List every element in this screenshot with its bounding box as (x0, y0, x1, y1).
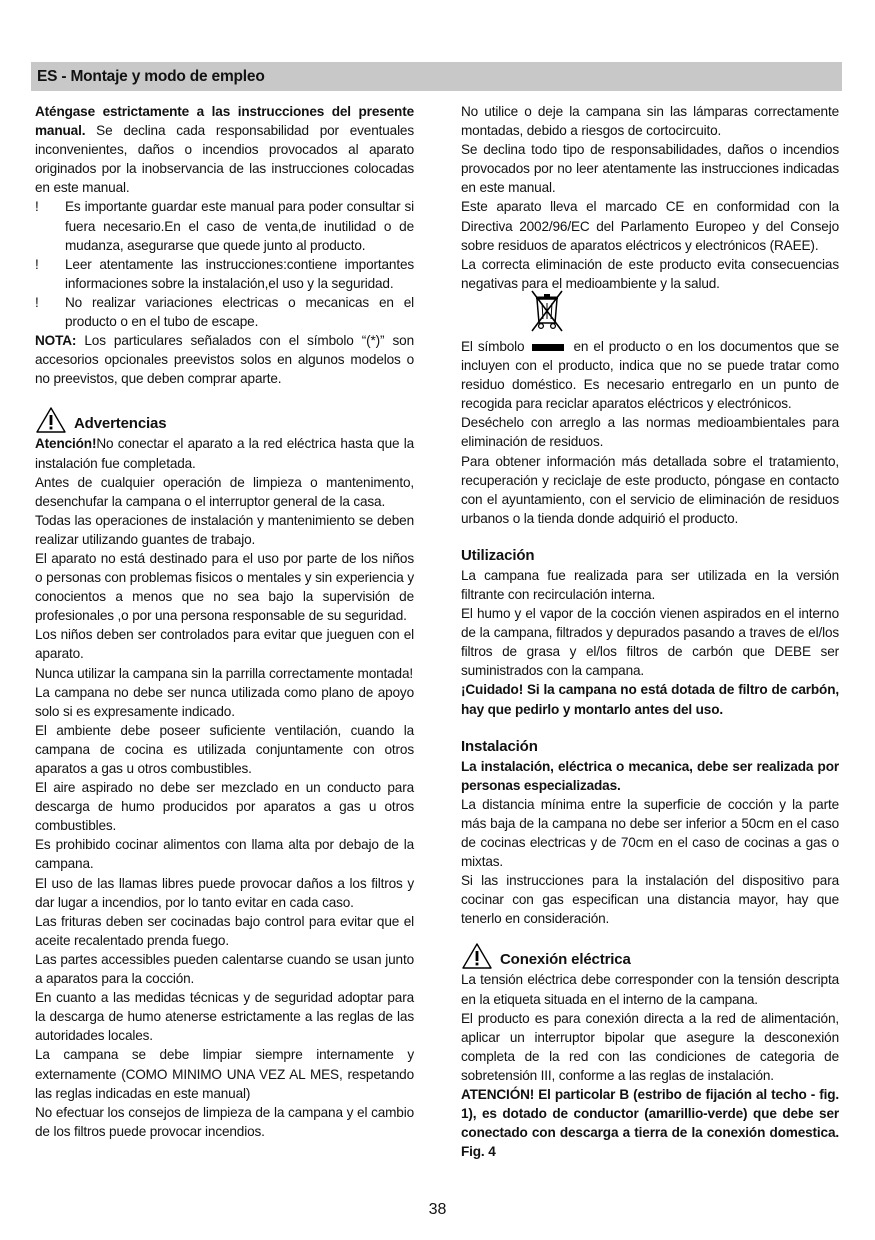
conexion-attention (461, 1085, 839, 1161)
bullet-text: Es importante guardar este manual para poder consultar si fuera necesario.En el caso de venta,de inutilidad o de mudanza, asegurarse que quede junto al producto. (65, 199, 414, 253)
list-item (35, 255, 414, 293)
utilizacion-paragraph: La campana fue realizada para ser utilizada en la versión filtrante con recirculación interna. (461, 567, 839, 602)
warning-paragraph: Las partes accessibles pueden calentarse cuando se usan junto a aparatos para la cocción. (35, 951, 414, 987)
list-item (35, 293, 414, 331)
list-item (35, 197, 414, 254)
note-label: NOTA: (35, 333, 77, 349)
utilizacion-heading: Utilización (461, 546, 535, 564)
warning-paragraph: La campana se debe limpiar siempre internamente y externamente (COMO MINIMO UNA VEZ AL MES, respetando las reglas indicadas en este manual) (35, 1047, 414, 1101)
instalacion-bold-paragraph (461, 757, 839, 795)
warning-paragraph: Es prohibido cocinar alimentos con llama alta por debajo de la campana. (35, 837, 414, 872)
intro-bold: Aténgase estrictamente a las instrucciones del presente manual. (35, 104, 414, 139)
bullet-mark: ! (35, 199, 39, 215)
warning-triangle-icon (35, 406, 67, 434)
info-paragraph: Deséchelo con arreglo a las normas medioambientales para eliminación de residuos. (461, 415, 839, 450)
instalacion-paragraph: La distancia mínima entre la superficie de cocción y la parte más baja de la campana no debe ser inferior a 50cm en el caso de cocinas electricas y de 70cm en el caso de cocinas a gas o mixtas. (461, 796, 839, 870)
conexion-title: Conexión eléctrica (500, 951, 631, 969)
symbol-prefix: El símbolo (461, 338, 525, 354)
warning-paragraph: Los niños deben ser controlados para evitar que jueguen con el aparato. (35, 627, 414, 662)
warning-paragraph: El ambiente debe poseer suficiente ventilación, cuando la campana de cocina es utilizada conjuntamente con otros aparatos a gas u otros combustibles. (35, 722, 414, 776)
utilizacion-caution (461, 680, 839, 718)
warning-paragraph: Antes de cualquier operación de limpieza o mantenimento, desenchufar la campana o el interruptor general de la casa. (35, 474, 414, 509)
bullet-mark: ! (35, 256, 39, 272)
bullet-mark: ! (35, 294, 39, 310)
weee-symbol-area (461, 293, 839, 337)
bullet-text: Leer atentamente las instrucciones:contiene importantes informaciones sobre la instalación,el uso y la seguridad. (65, 256, 414, 291)
caution-text: ¡Cuidado! Si la campana no está dotada de filtro de carbón, hay que pedirlo y montarlo antes del uso. (461, 682, 839, 717)
info-paragraph: No utilice o deje la campana sin las lámparas correctamente montadas, debido a riesgos de cortocircuito. (461, 104, 839, 139)
conexion-heading (461, 942, 839, 970)
crossed-bin-icon (528, 289, 566, 333)
page-number: 38 (428, 1201, 447, 1218)
info-paragraph: Se declina todo tipo de responsabilidades, daños o incendios provocados por no leer atentamente las instrucciones indicadas en este manual. (461, 142, 839, 196)
conexion-paragraph: El producto es para conexión directa a la red de alimentación, aplicar un interruptor bipolar que asegure la desconexión completa de la red con las condiciones de categoria de sobretensión III, conforme a las reglas de instalación. (461, 1010, 839, 1083)
symbol-text: en el producto o en los documentos que se incluyen con el producto, indica que no se puede tratar como residuo doméstico. Es necesario entregarlo en un punto de recogida para reciclar aparatos eléctricos y electrónicos. (461, 338, 839, 412)
attention-text: No conectar el aparato a la red eléctrica hasta que la instalación fue completada. (35, 436, 414, 471)
bullet-text: No realizar variaciones electricas o mecanicas en el producto o en el tubo de escape. (65, 294, 414, 330)
warning-paragraph: La campana no debe ser nunca utilizada como plano de apoyo solo si es expresamente indicado. (35, 684, 414, 719)
attention-paragraph (35, 434, 414, 472)
info-paragraph: La correcta eliminación de este producto evita consecuencias negativas para el medioambiente y la salud. (461, 256, 839, 291)
warnings-title: Advertencias (74, 415, 167, 433)
instalacion-heading: Instalación (461, 737, 538, 755)
warning-paragraph: El aparato no está destinado para el uso por parte de los niños o personas con problemas fisicos o mentales y sin experiencia y conocientos a menos que no sea bajo la supervisión de profesionales ,o por una persona responsable de su seguridad. (35, 550, 414, 624)
symbol-paragraph (461, 337, 839, 413)
intro-text: Se declina cada responsabilidad por eventuales inconvenientes, daños o incendios provocados al aparato originados por la inobservancia de las instrucciones colocadas en este manual. (35, 123, 414, 196)
note-paragraph (35, 331, 414, 388)
note-text: Los particulares señalados con el símbolo “(*)” son accesorios opcionales preevistos solos en algunos modelos o no preevistos, que deben comprar aparte. (35, 333, 414, 387)
warnings-heading (35, 406, 414, 434)
instalacion-bold-text: La instalación, eléctrica o mecanica, debe ser realizada por personas especializadas. (461, 758, 839, 793)
info-paragraph: Este aparato lleva el marcado CE en conformidad con la Directiva 2002/96/EC del Parlamento Europeo y del Consejo sobre residuos de aparatos eléctricos y electrónicos (RAEE). (461, 199, 839, 253)
warning-paragraph: No efectuar los consejos de limpieza de la campana y el cambio de los filtros puede provocar incendios. (35, 1104, 414, 1139)
intro-paragraph (35, 102, 414, 197)
warning-triangle-icon (461, 942, 493, 970)
warning-paragraph: Las frituras deben ser cocinadas bajo control para evitar que el aceite recalentado prenda fuego. (35, 913, 414, 948)
black-bar-symbol-icon (532, 344, 564, 351)
section-header-bar (31, 62, 842, 91)
info-paragraph: Para obtener información más detallada sobre el tratamiento, recuperación y reciclaje de este producto, póngase en contacto con el ayuntamiento, con el servicio de eliminación de residuos urbanos o la tienda donde adquirió el producto. (461, 453, 839, 526)
right-column (461, 102, 839, 1161)
warning-paragraph: El aire aspirado no debe ser mezclado en un conducto para descarga de humo producidos por aparatos a gas u otros combustibles. (35, 780, 414, 834)
instalacion-paragraph: Si las instrucciones para la instalación del dispositivo para cocinar con gas especifican una distancia mayor, hay que tenerlo en consideración. (461, 873, 839, 927)
attention-label: Atención! (35, 436, 97, 452)
page-title: ES - Montaje y modo de empleo (37, 68, 265, 85)
left-column (35, 102, 414, 1141)
utilizacion-paragraph: El humo y el vapor de la cocción vienen aspirados en el interno de la campana, filtrados y depurados pasando a traves de el/los filtros de grasa y el/los filtros de carbón que DEBE ser suministrados con la campana. (461, 606, 839, 679)
warning-paragraph: En cuanto a las medidas técnicas y de seguridad adoptar para la descarga de humo atenerse estrictamente a las reglas de las autoridades locales. (35, 990, 414, 1044)
warning-paragraph: Todas las operaciones de instalación y mantenimiento se deben realizar utilizando guantes de trabajo. (35, 512, 414, 547)
warning-paragraph: El uso de las llamas libres puede provocar daños a los filtros y dar lugar a incendios, por lo tanto evitar en cada caso. (35, 875, 414, 910)
conexion-attention-text: ATENCIÓN! El particolar B (estribo de fijación al techo - fig. 1), es dotado de conductor (amarillio-verde) que debe ser conectado con descarga a tierra de la conexión domestica. Fig. 4 (461, 1087, 839, 1160)
warning-paragraph: Nunca utilizar la campana sin la parrilla correctamente montada! (35, 665, 414, 681)
conexion-paragraph: La tensión eléctrica debe corresponder con la tensión descripta en la etiqueta situada en el interno de la campana. (461, 972, 839, 1007)
